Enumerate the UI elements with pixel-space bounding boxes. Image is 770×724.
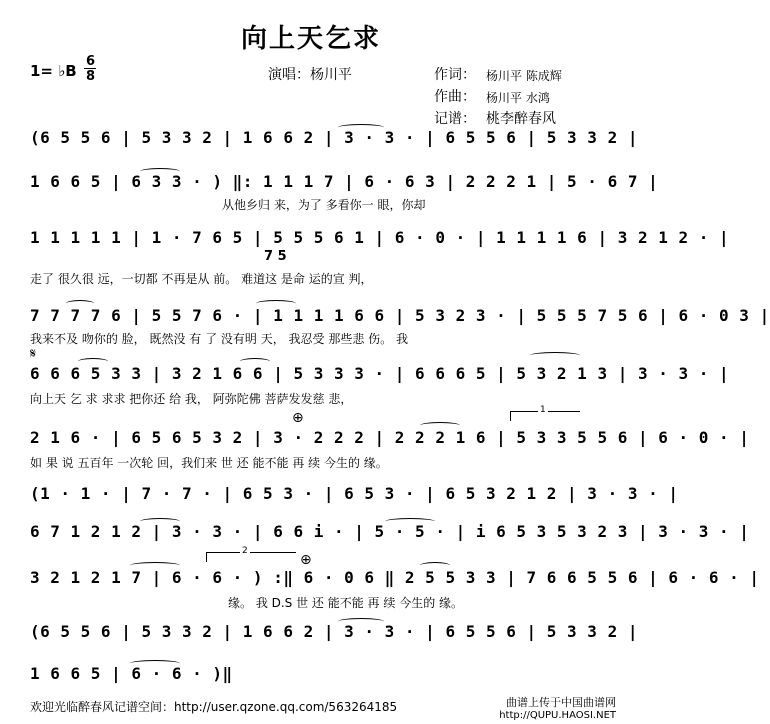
score-row-8: 6 7 1 2 1 2 | 3 · 3 · | 6 6 i · | 5 · 5 · | i 6 5 3 5 3 2 3 | 3 · 3 · | xyxy=(30,522,750,541)
lyrics-row-9: 缘。 我 D.S 世 还 能不能 再 续 今生的 缘。 xyxy=(228,596,464,610)
watermark-line-1: 曲谱上传于中国曲谱网 xyxy=(506,696,616,709)
slur xyxy=(66,300,94,307)
slur xyxy=(256,300,296,307)
key-signature: 1= ♭B xyxy=(30,62,77,80)
volta-bracket-2-edge xyxy=(206,552,207,562)
score-row-5: 6 6 6 5 3 3 | 3 2 1 6 6 | 5 3 3 3 · | 6 6 6 5 | 5 3 2 1 3 | 3 · 3 · | xyxy=(30,364,730,383)
segno-sign: 𝄋 xyxy=(30,346,37,362)
score-row-3: 1 1 1 1 1 | 1 · 7 6 5 | 5 5 5 6 1 | 6 · 0 · | 1 1 1 1 6 | 3 2 1 2 · | xyxy=(30,228,730,247)
singer: 演唱：杨川平 xyxy=(268,67,352,83)
score-row-2: 1 6 6 5 | 6 3 3 · ) ‖: 1 1 1 7 | 6 · 6 3 | 2 2 2 1 | 5 · 6 7 | xyxy=(30,172,659,191)
slur xyxy=(420,422,460,429)
time-signature-bottom: 8 xyxy=(86,69,96,84)
lyrics-row-6: 如 果 说 五百年 一次轮 回，我们来 世 还 能不能 再 续 今生的 缘。 xyxy=(30,456,388,470)
slur xyxy=(420,562,450,569)
score-row-9: 3 2 1 2 1 7 | 6 · 6 · ) :‖ 6 · 0 6 ‖ 2 5 5 3 3 | 7 6 6 5 5 6 | 6 · 6 · | xyxy=(30,568,760,587)
alternate-notes: 7 5 xyxy=(264,249,287,264)
lyricist: 杨川平 陈成辉 xyxy=(486,69,562,83)
composer: 杨川平 水鸿 xyxy=(486,91,550,105)
lyricist-label: 作词： xyxy=(434,67,476,83)
lyrics-row-4: 我来不及 吻你的 脸， 既然没 有 了 没有明 天， 我忍受 那些悲 伤。 我 xyxy=(30,332,408,346)
slur xyxy=(140,168,180,175)
slur xyxy=(385,518,435,525)
score-row-7: (1 · 1 · | 7 · 7 · | 6 5 3 · | 6 5 3 · | 6 5 3 2 1 2 | 3 · 3 · | xyxy=(30,484,679,503)
slur xyxy=(130,562,180,569)
slur xyxy=(78,358,108,365)
slur xyxy=(130,660,180,667)
slur xyxy=(240,358,270,365)
score-row-11: 1 6 6 5 | 6 · 6 · )‖ xyxy=(30,664,233,683)
volta-bracket-2 xyxy=(206,552,296,553)
lyrics-row-5: 向上天 乞 求 求求 把你还 给 我， 阿弥陀佛 菩萨发发慈 悲， xyxy=(30,392,353,406)
slur xyxy=(140,518,180,525)
composer-label: 作曲： xyxy=(434,89,476,105)
footer-text: 欢迎光临醉春风记谱空间：http://user.qzone.qq.com/563264185 xyxy=(30,700,398,714)
volta-bracket-1-edge xyxy=(510,411,511,421)
score-row-6: 2 1 6 · | 6 5 6 5 3 2 | 3 · 2 2 2 | 2 2 2 1 6 | 5 3 3 5 5 6 | 6 · 0 · | xyxy=(30,428,750,447)
score-row-10: (6 5 5 6 | 5 3 3 2 | 1 6 6 2 | 3 · 3 · | 6 5 5 6 | 5 3 3 2 | xyxy=(30,622,638,641)
transcriber-label: 记谱： xyxy=(434,111,476,127)
volta-number-2: 2 xyxy=(242,546,248,556)
coda-sign: ⊕ xyxy=(300,552,312,568)
score-row-1: (6 5 5 6 | 5 3 3 2 | 1 6 6 2 | 3 · 3 · | 6 5 5 6 | 5 3 3 2 | xyxy=(30,128,638,147)
transcriber: 桃李醉春风 xyxy=(486,111,556,127)
slur xyxy=(338,618,384,625)
lyrics-row-2: 从他乡归 来，为了 多看你一 眼，你却 xyxy=(222,198,426,212)
volta-number-1: 1 xyxy=(540,405,546,415)
coda-sign: ⊕ xyxy=(292,410,304,426)
slur xyxy=(338,124,384,131)
lyrics-row-3: 走了 很久很 远，一切都 不再是从 前。 难道这 是命 运的宣 判， xyxy=(30,272,373,286)
time-signature-top: 6 xyxy=(86,54,96,69)
slur xyxy=(530,352,580,359)
score-row-4: 7 7 7 7 6 | 5 5 7 6 · | 1 1 1 1 6 6 | 5 3 2 3 · | 5 5 5 7 5 6 | 6 · 0 3 | xyxy=(30,306,770,325)
time-signature-line xyxy=(84,68,96,69)
watermark-line-2: http://QUPU.HAOSI.NET xyxy=(499,710,616,721)
page-title: 向上天乞求 xyxy=(240,24,381,54)
